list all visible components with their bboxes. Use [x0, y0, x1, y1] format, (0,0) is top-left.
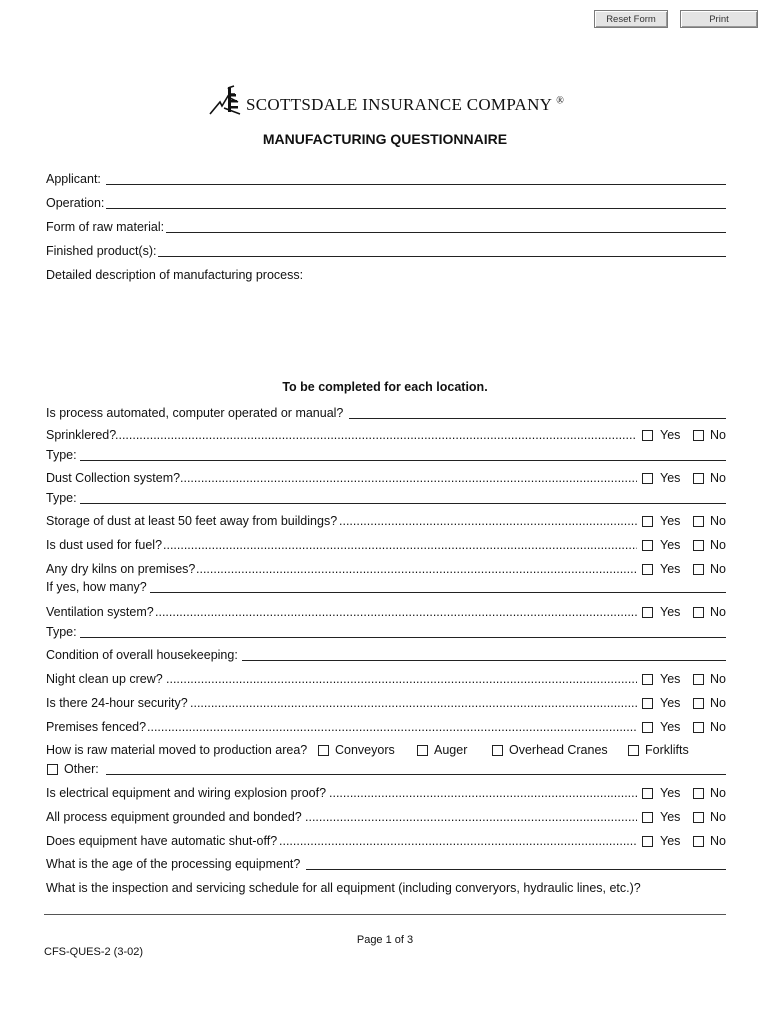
- dry-kilns-no-checkbox[interactable]: [693, 564, 704, 575]
- yes-label: Yes: [660, 605, 681, 619]
- raw-material-field[interactable]: [166, 232, 726, 233]
- automated-label: Is process automated, computer operated or manual?: [46, 406, 344, 420]
- leader-dots: [166, 672, 637, 687]
- company-logo: [208, 84, 564, 116]
- equipment-age-field[interactable]: [306, 869, 726, 870]
- sprinklered-yes-checkbox[interactable]: [642, 430, 653, 441]
- yes-label: Yes: [660, 696, 681, 710]
- no-label: No: [710, 562, 726, 576]
- night-crew-label: Night clean up crew?: [46, 672, 163, 686]
- finished-products-field[interactable]: [158, 256, 726, 257]
- no-label: No: [710, 786, 726, 800]
- sprinkler-type-label: Type:: [46, 448, 77, 462]
- yes-label: Yes: [660, 720, 681, 734]
- security-no-checkbox[interactable]: [693, 698, 704, 709]
- yes-label: Yes: [660, 562, 681, 576]
- leader-dots: [305, 810, 637, 825]
- leader-dots: [155, 605, 637, 620]
- dust-type-field[interactable]: [80, 503, 726, 504]
- inspection-field[interactable]: [46, 898, 726, 912]
- leader-dots: [190, 696, 637, 711]
- dust-storage-no-checkbox[interactable]: [693, 516, 704, 527]
- company-name: SCOTTSDALE INSURANCE COMPANY ®: [246, 95, 565, 114]
- yes-label: Yes: [660, 810, 681, 824]
- shutoff-no-checkbox[interactable]: [693, 836, 704, 847]
- leader-dots: [279, 834, 637, 849]
- sprinkler-type-field[interactable]: [80, 460, 726, 461]
- inspection-label: What is the inspection and servicing schedule for all equipment (including converyors, hydraulic lines, etc.)?: [46, 881, 641, 895]
- no-label: No: [710, 810, 726, 824]
- dust-storage-label: Storage of dust at least 50 feet away from buildings?: [46, 514, 338, 528]
- leader-dots: [115, 428, 637, 443]
- yes-label: Yes: [660, 786, 681, 800]
- no-label: No: [710, 720, 726, 734]
- yes-label: Yes: [660, 514, 681, 528]
- automated-field[interactable]: [349, 418, 726, 419]
- sprinklered-label: Sprinklered?: [46, 428, 117, 442]
- shutoff-label: Does equipment have automatic shut-off?: [46, 834, 278, 848]
- dust-fuel-label: Is dust used for fuel?: [46, 538, 163, 552]
- no-label: No: [710, 696, 726, 710]
- yes-label: Yes: [660, 471, 681, 485]
- other-label: Other:: [64, 762, 99, 776]
- reset-form-button[interactable]: Reset Form: [594, 10, 668, 28]
- forklifts-checkbox[interactable]: [628, 745, 639, 756]
- security-label: Is there 24-hour security?: [46, 696, 188, 710]
- grounded-yes-checkbox[interactable]: [642, 812, 653, 823]
- no-label: No: [710, 834, 726, 848]
- no-label: No: [710, 514, 726, 528]
- yes-label: Yes: [660, 428, 681, 442]
- operation-label: Operation:: [46, 196, 105, 210]
- grounded-label: All process equipment grounded and bonded?: [46, 810, 302, 824]
- description-label: Detailed description of manufacturing process:: [46, 268, 304, 282]
- ventilation-no-checkbox[interactable]: [693, 607, 704, 618]
- how-many-field[interactable]: [150, 592, 726, 593]
- yes-label: Yes: [660, 834, 681, 848]
- conveyors-checkbox[interactable]: [318, 745, 329, 756]
- leader-dots: [147, 720, 637, 735]
- page-number: Page 1 of 3: [356, 934, 414, 946]
- equipment-age-label: What is the age of the processing equipment?: [46, 857, 301, 871]
- description-field[interactable]: [46, 286, 726, 370]
- dust-collection-yes-checkbox[interactable]: [642, 473, 653, 484]
- no-label: No: [710, 471, 726, 485]
- dust-collection-label: Dust Collection system?: [46, 471, 181, 485]
- other-checkbox[interactable]: [47, 764, 58, 775]
- explosion-proof-yes-checkbox[interactable]: [642, 788, 653, 799]
- applicant-field[interactable]: [106, 184, 726, 185]
- page-title: MANUFACTURING QUESTIONNAIRE: [262, 131, 508, 147]
- how-many-label: If yes, how many?: [46, 580, 147, 594]
- grounded-no-checkbox[interactable]: [693, 812, 704, 823]
- dust-fuel-no-checkbox[interactable]: [693, 540, 704, 551]
- yes-label: Yes: [660, 672, 681, 686]
- sprinklered-no-checkbox[interactable]: [693, 430, 704, 441]
- housekeeping-field[interactable]: [242, 660, 726, 661]
- print-button[interactable]: Print: [680, 10, 758, 28]
- ventilation-yes-checkbox[interactable]: [642, 607, 653, 618]
- dust-storage-yes-checkbox[interactable]: [642, 516, 653, 527]
- leader-dots: [163, 538, 637, 553]
- section-heading: To be completed for each location.: [282, 380, 488, 394]
- forklifts-label: Forklifts: [645, 743, 689, 757]
- housekeeping-label: Condition of overall housekeeping:: [46, 648, 238, 662]
- form-number: CFS-QUES-2 (3-02): [44, 946, 144, 958]
- no-label: No: [710, 605, 726, 619]
- yes-label: Yes: [660, 538, 681, 552]
- leader-dots: [339, 514, 637, 529]
- auger-label: Auger: [434, 743, 468, 757]
- fenced-label: Premises fenced?: [46, 720, 147, 734]
- raw-material-label: Form of raw material:: [46, 220, 165, 234]
- no-label: No: [710, 672, 726, 686]
- overhead-cranes-label: Overhead Cranes: [509, 743, 608, 757]
- explosion-proof-label: Is electrical equipment and wiring explosion proof?: [46, 786, 327, 800]
- other-field[interactable]: [106, 774, 726, 775]
- explosion-proof-no-checkbox[interactable]: [693, 788, 704, 799]
- ventilation-type-label: Type:: [46, 625, 77, 639]
- operation-field[interactable]: [106, 208, 726, 209]
- dry-kilns-label: Any dry kilns on premises?: [46, 562, 196, 576]
- dust-fuel-yes-checkbox[interactable]: [642, 540, 653, 551]
- shutoff-yes-checkbox[interactable]: [642, 836, 653, 847]
- ventilation-label: Ventilation system?: [46, 605, 154, 619]
- company-logo-icon: [208, 84, 242, 116]
- overhead-cranes-checkbox[interactable]: [492, 745, 503, 756]
- leader-dots: [196, 562, 637, 577]
- dust-collection-no-checkbox[interactable]: [693, 473, 704, 484]
- night-crew-no-checkbox[interactable]: [693, 674, 704, 685]
- night-crew-yes-checkbox[interactable]: [642, 674, 653, 685]
- no-label: No: [710, 428, 726, 442]
- security-yes-checkbox[interactable]: [642, 698, 653, 709]
- applicant-label: Applicant:: [46, 172, 101, 186]
- footer-divider: [44, 914, 726, 915]
- no-label: No: [710, 538, 726, 552]
- dry-kilns-yes-checkbox[interactable]: [642, 564, 653, 575]
- fenced-yes-checkbox[interactable]: [642, 722, 653, 733]
- fenced-no-checkbox[interactable]: [693, 722, 704, 733]
- raw-moved-label: How is raw material moved to production area?: [46, 743, 308, 757]
- leader-dots: [180, 471, 637, 486]
- dust-type-label: Type:: [46, 491, 77, 505]
- auger-checkbox[interactable]: [417, 745, 428, 756]
- ventilation-type-field[interactable]: [80, 637, 726, 638]
- finished-products-label: Finished product(s):: [46, 244, 157, 258]
- conveyors-label: Conveyors: [335, 743, 395, 757]
- leader-dots: [329, 786, 637, 801]
